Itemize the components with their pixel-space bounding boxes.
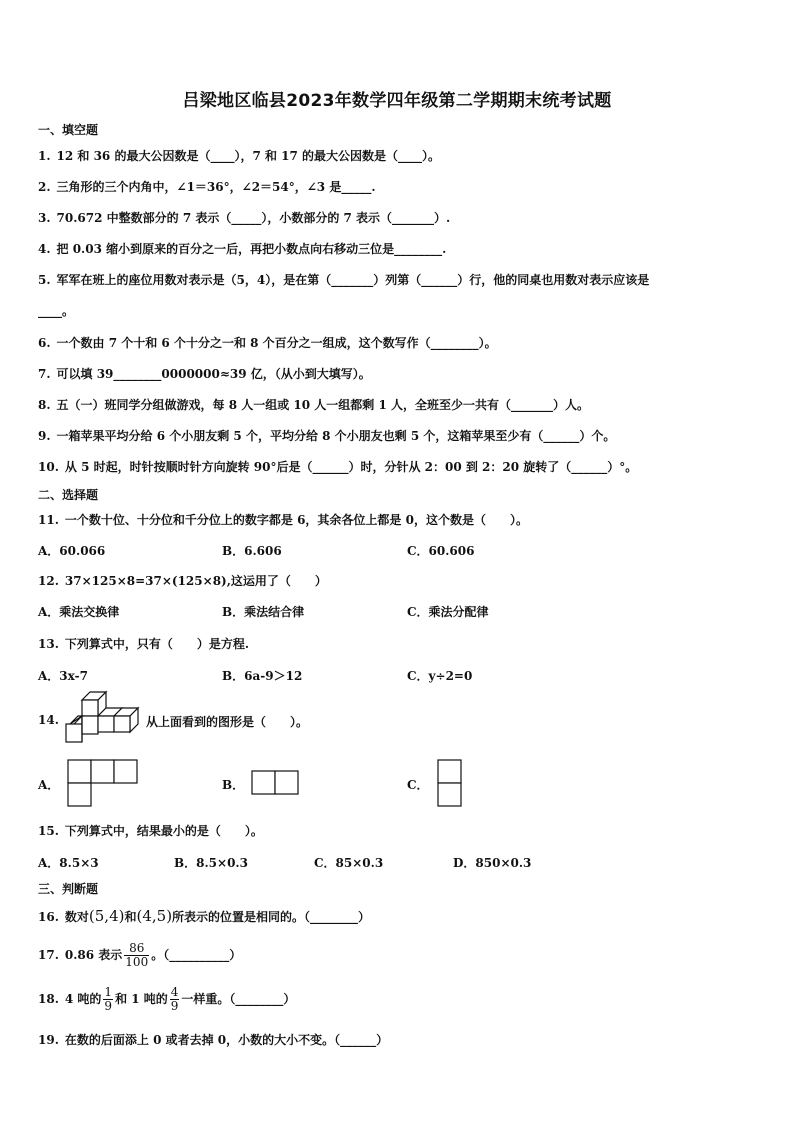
question-number: 18. (38, 992, 59, 1006)
question-number: 4. (38, 242, 51, 256)
question-9 (38, 427, 615, 444)
question-text: 12 和 36 的最大公因数是（____），7 和 17 的最大公因数是（____）。 (56, 149, 441, 163)
option-c[interactable]: C．85×0.3 (314, 856, 384, 870)
question-number: 19. (38, 1033, 59, 1047)
question-number: 17. (38, 948, 59, 962)
question-text: 可以填 39________0000000≈39 亿，（从小到大填写）。 (56, 367, 371, 381)
question-text-pre: 4 吨的 (64, 992, 102, 1006)
question-16 (38, 907, 370, 925)
question-text: 三角形的三个内角中，∠1＝36°，∠2＝54°，∠3 是_____. (56, 180, 376, 194)
fraction (103, 986, 113, 1013)
question-number: 16. (38, 910, 59, 924)
question-11 (38, 511, 528, 528)
question-14-number: 14. (38, 713, 59, 727)
question-text: 一箱苹果平均分给 6 个小朋友剩 5 个，平均分给 8 个小朋友也剩 5 个，这箱苹果至少有（______）个。 (56, 429, 616, 443)
option-c[interactable]: C． (407, 778, 429, 792)
question-18 (38, 986, 295, 1013)
question-10 (38, 458, 637, 475)
coordinate-pair-2: (4,5) (136, 907, 173, 925)
question-12 (38, 572, 327, 589)
option-a[interactable]: A．乘法交换律 (38, 605, 120, 619)
section-multiple-choice: 二、选择题 (38, 488, 99, 502)
question-3 (38, 209, 450, 226)
question-text-mid: 和 1 吨的 (115, 992, 168, 1006)
question-number: 9. (38, 429, 51, 443)
question-15 (38, 822, 263, 839)
question-number: 15. (38, 824, 59, 838)
question-text: 一个数由 7 个十和 6 个十分之一和 8 个百分之一组成，这个数写作（________）。 (56, 336, 497, 350)
option-b[interactable]: B． (222, 778, 245, 792)
question-5 (38, 271, 649, 288)
question-text: 一个数十位、十分位和千分位上的数字都是 6，其余各位上都是 0，这个数是（ ）。 (64, 513, 528, 527)
question-number: 11. (38, 513, 59, 527)
option-c[interactable]: C．乘法分配律 (407, 605, 489, 619)
question-number: 12. (38, 574, 59, 588)
question-text: 五（一）班同学分组做游戏，每 8 人一组或 10 人一组都剩 1 人，全班至少一共有（_______）人。 (56, 398, 589, 412)
option-d[interactable]: D．850×0.3 (453, 856, 532, 870)
fraction-numerator: 1 (104, 985, 113, 999)
option-a[interactable]: A． (38, 778, 60, 792)
question-text: 从 5 时起，时针按顺时针方向旋转 90°后是（______）时，分针从 2：00 到 2：20 旋转了（______）°。 (64, 460, 638, 474)
question-text-post: 所表示的位置是相同的。（________） (172, 910, 371, 924)
question-text-pre: 0.86 表示 (64, 948, 123, 962)
question-number: 8. (38, 398, 51, 412)
question-number: 2. (38, 180, 51, 194)
question-number: 5. (38, 273, 51, 287)
section-true-false: 三、判断题 (38, 882, 99, 896)
question-1 (38, 147, 440, 164)
option-b[interactable]: B．6.606 (222, 544, 282, 558)
question-text: 把 0.03 缩小到原来的百分之一后，再把小数点向右移动三位是________. (56, 242, 447, 256)
cube-stack-figure (68, 690, 144, 746)
question-19 (38, 1031, 388, 1048)
page-title: 吕梁地区临县2023年数学四年级第二学期期末统考试题 (182, 91, 612, 111)
question-2 (38, 178, 376, 195)
question-text-post: 。（__________） (151, 948, 242, 962)
question-text: 从上面看到的图形是（ ）。 (146, 715, 309, 729)
question-7 (38, 365, 371, 382)
question-text: 军军在班上的座位用数对表示是（5，4），是在第（_______）列第（______）行，他的同桌也用数对表示应该是 (56, 273, 650, 287)
question-text-mid: 和 (124, 910, 137, 924)
question-number: 10. (38, 460, 59, 474)
fraction-denominator: 9 (104, 999, 113, 1013)
question-text: 下列算式中，结果最小的是（ ）。 (64, 824, 263, 838)
question-text-pre: 数对 (64, 910, 89, 924)
question-text: 70.672 中整数部分的 7 表示（_____），小数部分的 7 表示（_______）. (56, 211, 451, 225)
option-a-shape[interactable] (67, 759, 139, 807)
option-b-shape[interactable] (251, 770, 301, 796)
question-8 (38, 396, 589, 413)
fraction-numerator: 86 (129, 941, 145, 955)
question-6 (38, 334, 497, 351)
option-a[interactable]: A．8.5×3 (38, 856, 99, 870)
question-number: 3. (38, 211, 51, 225)
question-17 (38, 942, 241, 969)
question-5-continued: ____。 (38, 304, 75, 318)
fraction (170, 986, 180, 1013)
question-text: 37×125×8=37×(125×8),这运用了（ ） (64, 574, 327, 588)
option-b[interactable]: B．6a-9＞12 (222, 669, 303, 683)
section-fill-blank: 一、填空题 (38, 123, 99, 137)
coordinate-pair-1: (5,4) (88, 907, 125, 925)
question-text-post: 一样重。（________） (181, 992, 296, 1006)
question-text: 在数的后面添上 0 或者去掉 0，小数的大小不变。（______） (64, 1033, 389, 1047)
option-c-shape[interactable] (437, 759, 463, 807)
fraction-denominator: 9 (170, 999, 179, 1013)
question-number: 6. (38, 336, 51, 350)
question-text: 下列算式中，只有（ ）是方程. (64, 637, 250, 651)
option-c[interactable]: C．y÷2=0 (407, 669, 473, 683)
question-4 (38, 240, 446, 257)
question-number: 7. (38, 367, 51, 381)
question-number: 1. (38, 149, 51, 163)
option-c[interactable]: C．60.606 (407, 544, 475, 558)
fraction-numerator: 4 (170, 985, 179, 999)
option-a[interactable]: A．60.066 (38, 544, 106, 558)
question-number: 13. (38, 637, 59, 651)
question-13 (38, 635, 249, 652)
option-b[interactable]: B．乘法结合律 (222, 605, 305, 619)
option-a[interactable]: A．3x-7 (38, 669, 88, 683)
fraction-denominator: 100 (125, 955, 149, 969)
fraction (124, 942, 149, 969)
option-b[interactable]: B．8.5×0.3 (174, 856, 248, 870)
